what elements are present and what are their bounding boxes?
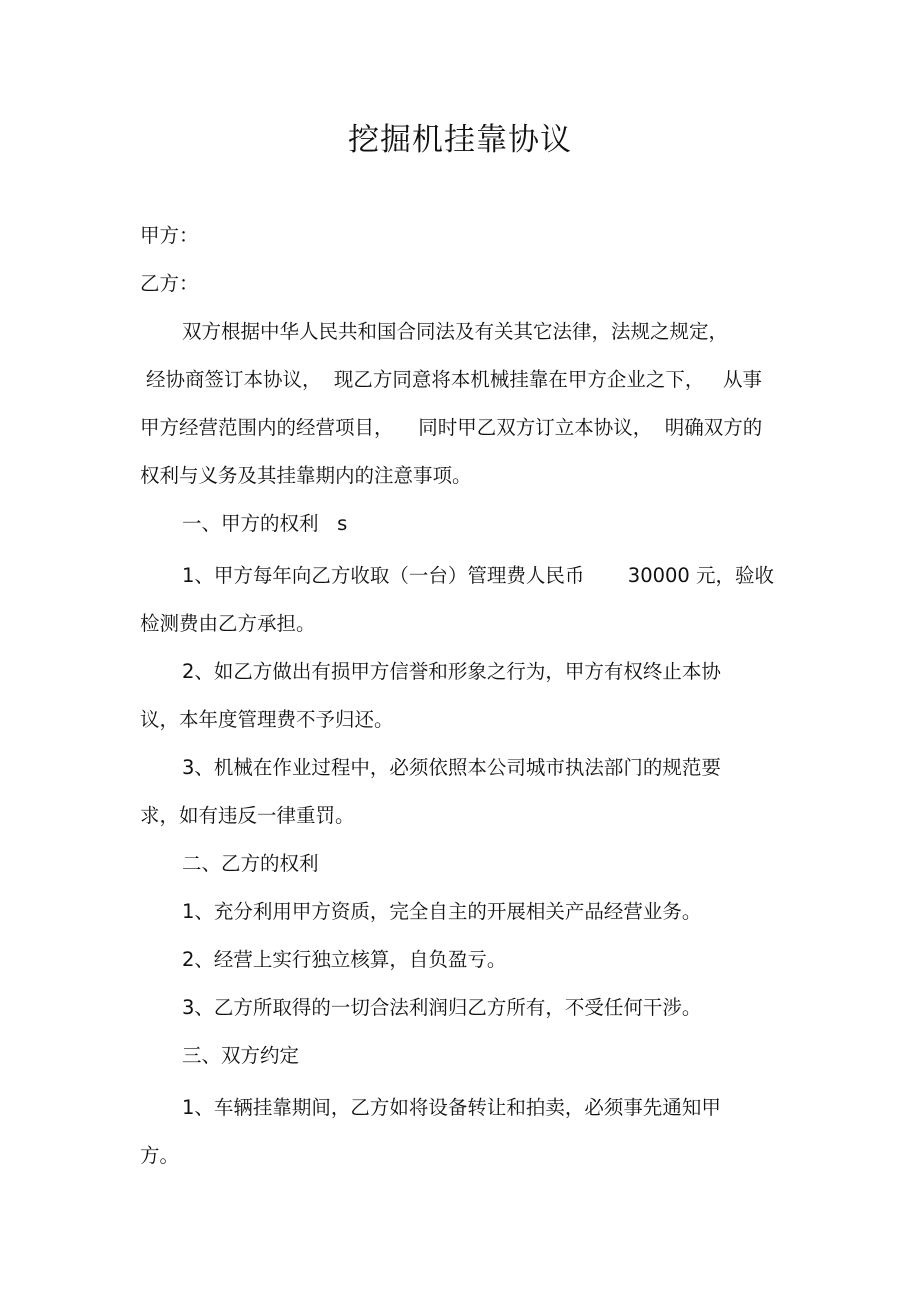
section-heading-mutual-agreement: 三、双方约定 bbox=[182, 1044, 300, 1067]
clause-c1-line-2: 方。 bbox=[140, 1144, 180, 1167]
preamble-line-3: 甲方经营范围内的经营项目， 同时甲乙双方订立本协议， 明确双方的 bbox=[140, 416, 763, 439]
section-heading-party-a-rights: 一、甲方的权利 s bbox=[182, 512, 348, 535]
clause-b3: 3、乙方所取得的一切合法利润归乙方所有，不受任何干涉。 bbox=[182, 996, 702, 1019]
document-title: 挖掘机挂靠协议 bbox=[348, 122, 572, 158]
party-a-line: 甲方： bbox=[140, 224, 199, 247]
clause-a1-line-1: 1、甲方每年向乙方收取（一台）管理费人民币 30000 元，验收 bbox=[182, 564, 775, 587]
section-heading-party-b-rights: 二、乙方的权利 bbox=[182, 852, 319, 875]
preamble-line-1: 双方根据中华人民共和国合同法及有关其它法律，法规之规定， bbox=[182, 320, 729, 343]
clause-a1-line-2: 检测费由乙方承担。 bbox=[140, 612, 316, 635]
preamble-line-4: 权利与义务及其挂靠期内的注意事项。 bbox=[140, 464, 472, 487]
clause-a2-line-1: 2、如乙方做出有损甲方信誉和形象之行为，甲方有权终止本协 bbox=[182, 660, 721, 683]
party-b-line: 乙方： bbox=[140, 272, 199, 295]
clause-b1: 1、充分利用甲方资质，完全自主的开展相关产品经营业务。 bbox=[182, 900, 702, 923]
clause-a3-line-2: 求，如有违反一律重罚。 bbox=[140, 804, 355, 827]
clause-a3-line-1: 3、机械在作业过程中，必须依照本公司城市执法部门的规范要 bbox=[182, 756, 721, 779]
preamble-line-2: 经协商签订本协议， 现乙方同意将本机械挂靠在甲方企业之下， 从事 bbox=[146, 368, 762, 391]
clause-a2-line-2: 议，本年度管理费不予归还。 bbox=[140, 708, 394, 731]
clause-b2: 2、经营上实行独立核算，自负盈亏。 bbox=[182, 948, 507, 971]
clause-c1-line-1: 1、车辆挂靠期间，乙方如将设备转让和拍卖，必须事先通知甲 bbox=[182, 1096, 721, 1119]
